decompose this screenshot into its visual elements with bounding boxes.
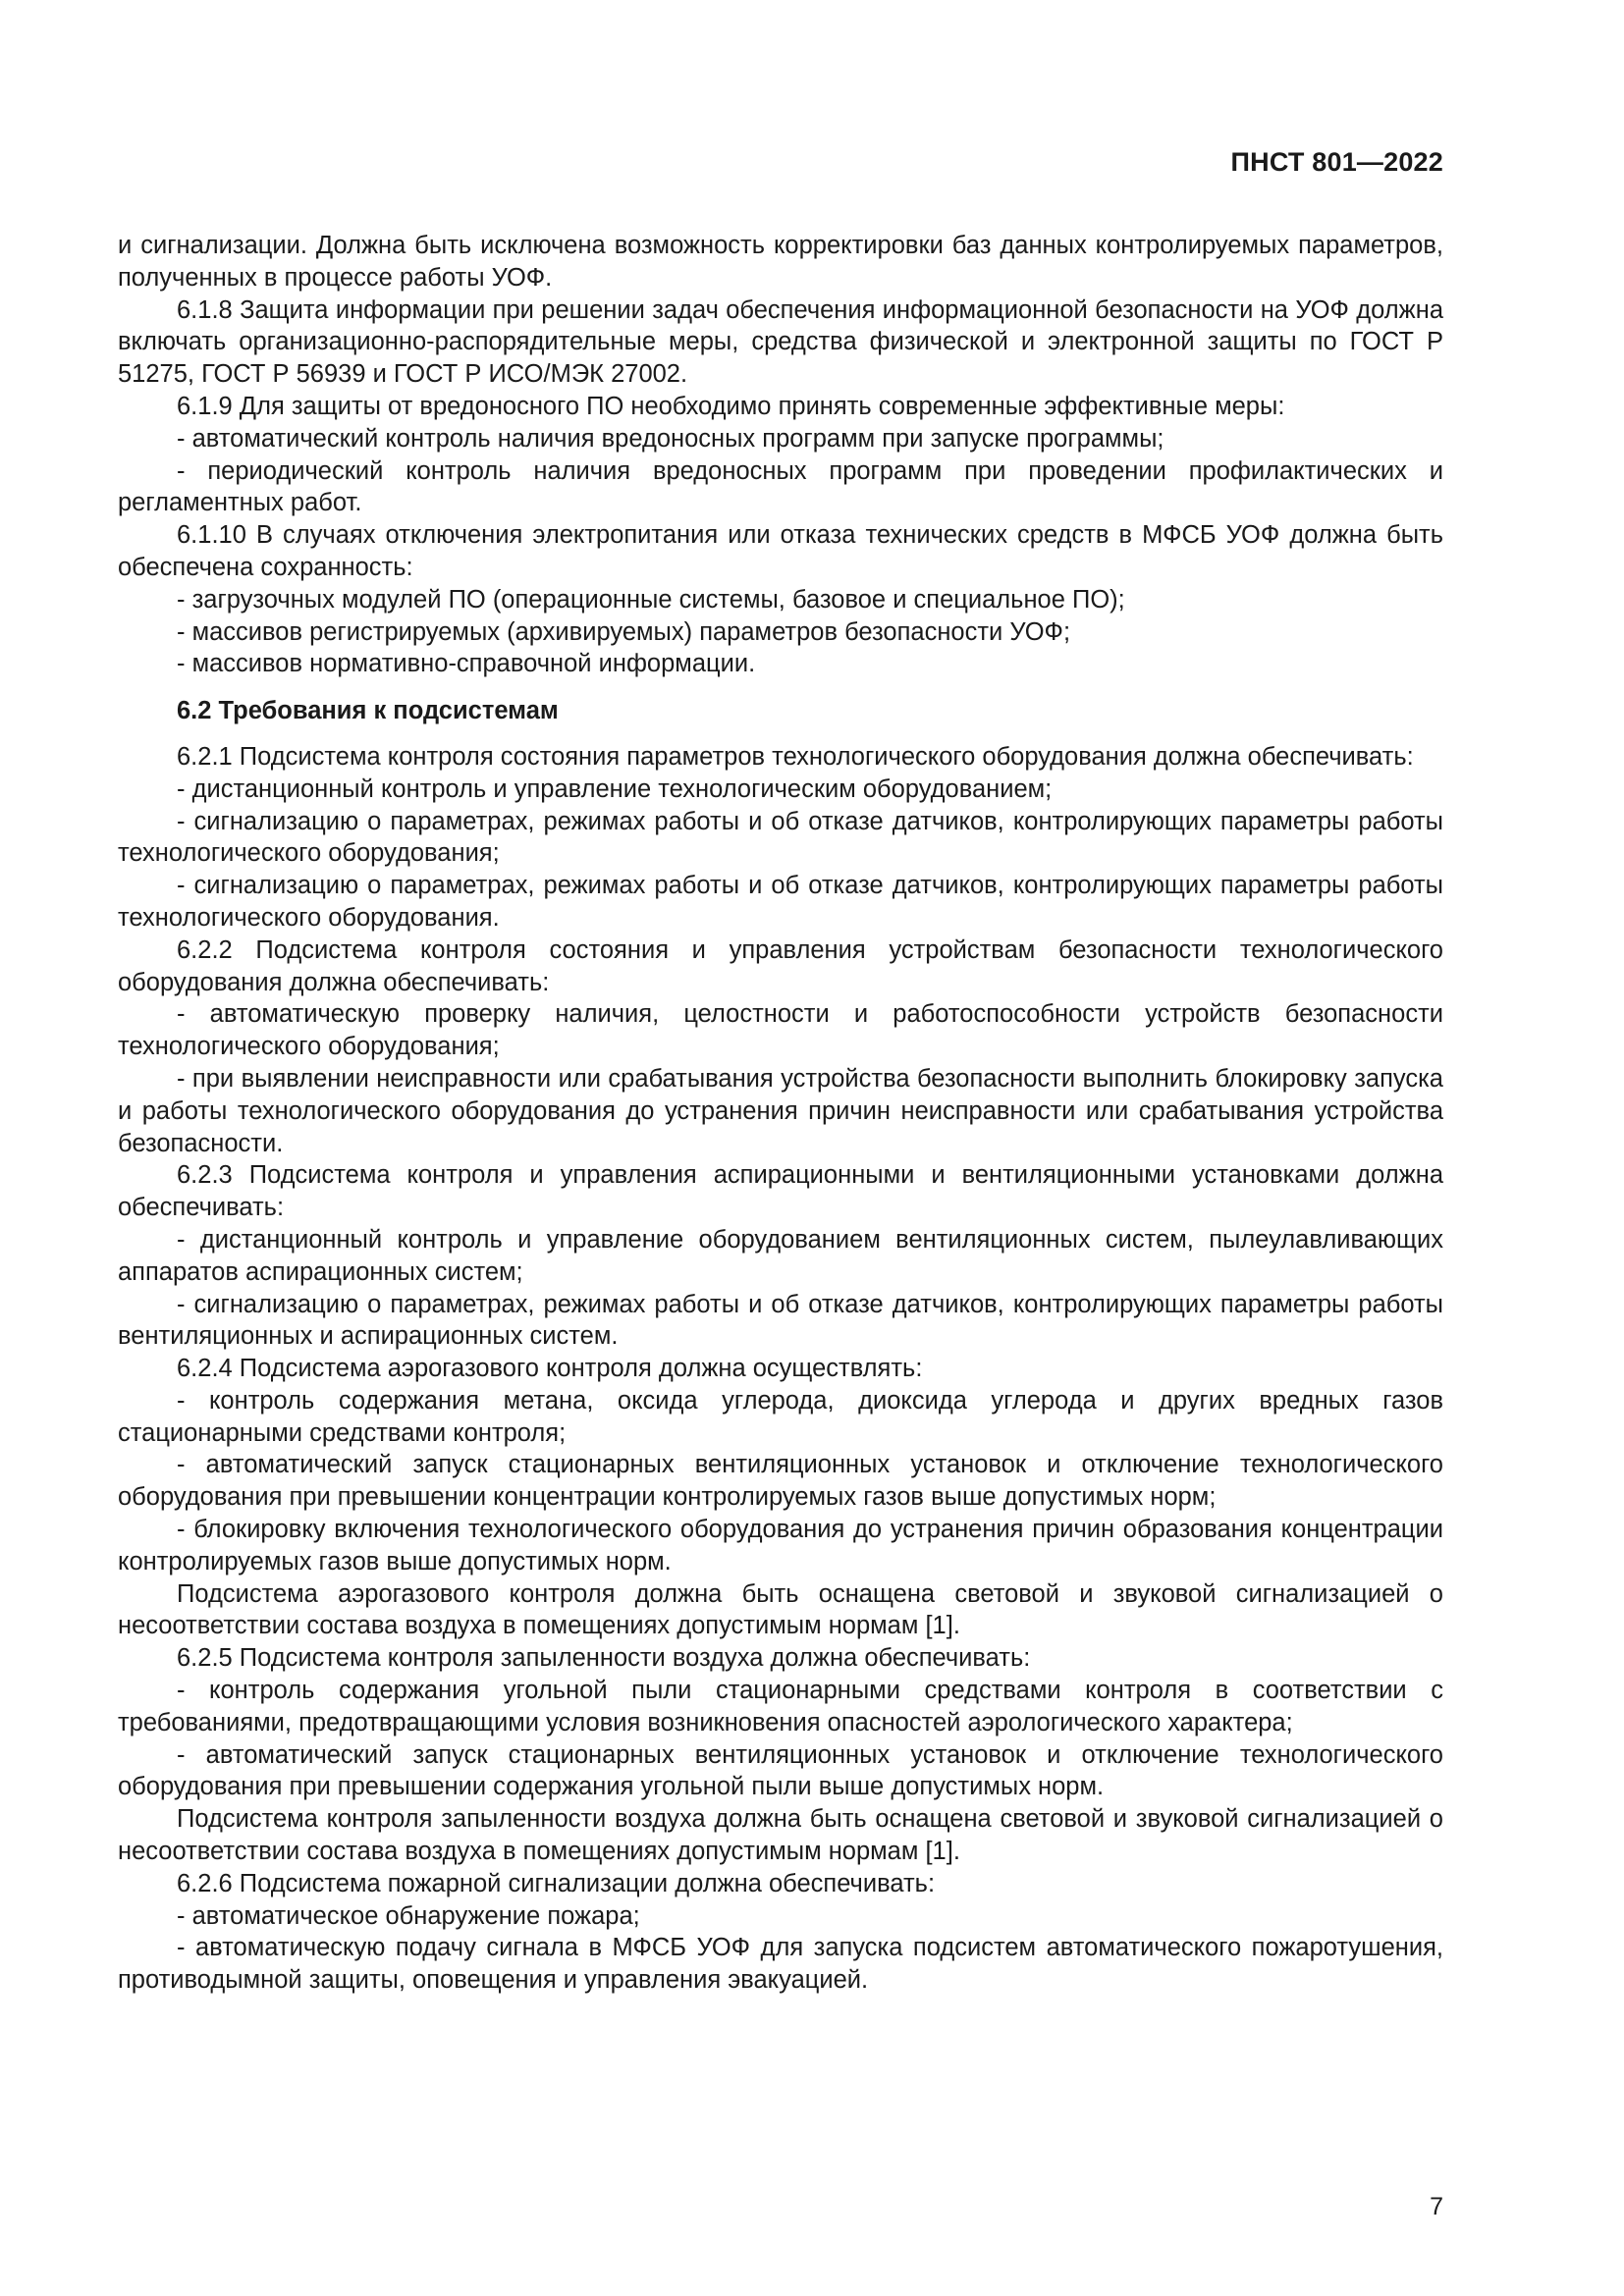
clause-6-2-1: 6.2.1 Подсистема контроля состояния параметров технологического оборудования должна обеспечивать: [177,742,1414,771]
paragraph: Подсистема контроля запыленности воздуха должна быть оснащена световой и звуковой сигнализацией о несоответствии состава воздуха в помещениях допустимым нормам [1]. [118,1805,1443,1866]
list-item: - массивов регистрируемых (архивируемых) параметров безопасности УОФ; [177,617,1071,646]
list-item: - сигнализацию о параметрах, режимах работы и об отказе датчиков, контролирующих параметры работы вентиляционных и аспирационных систем. [118,1290,1443,1351]
list-item: - дистанционный контроль и управление оборудованием вентиляционных систем, пылеулавливающих аппаратов аспирационных систем; [118,1225,1443,1286]
clause-6-1-9: 6.1.9 Для защиты от вредоносного ПО необходимо принять современные эффективные меры: [177,392,1285,420]
list-item: - блокировку включения технологического оборудования до устранения причин образования концентрации контролируемых газов выше допустимых норм. [118,1516,1443,1575]
paragraph: Подсистема аэрогазового контроля должна быть оснащена световой и звуковой сигнализацией о несоответствии состава воздуха в помещениях допустимым нормам [1]. [118,1579,1443,1640]
list-item: - сигнализацию о параметрах, режимах работы и об отказе датчиков, контролирующих параметры работы технологического оборудования. [118,872,1443,932]
section-heading-6-2: 6.2 Требования к подсистемам [177,697,559,725]
list-item: - периодический контроль наличия вредоносных программ при проведении профилактических и регламентных работ. [118,456,1443,517]
list-item: - дистанционный контроль и управление технологическим оборудованием; [177,774,1053,803]
list-item: - автоматическую подачу сигнала в МФСБ УОФ для запуска подсистем автоматического пожаротушения, противодымной защиты, оповещения и управления эвакуацией. [118,1934,1443,1995]
clause-6-2-6: 6.2.6 Подсистема пожарной сигнализации должна обеспечивать: [177,1869,936,1897]
list-item: - при выявлении неисправности или срабатывания устройства безопасности выполнить блокировку запуска и работы технологического оборудования до устранения причин неисправности или срабатывания устройства безопасности. [118,1064,1443,1157]
list-item: - массивов нормативно-справочной информации. [177,650,756,678]
clause-6-2-5: 6.2.5 Подсистема контроля запыленности воздуха должна обеспечивать: [177,1644,1031,1673]
list-item: - контроль содержания метана, оксида углерода, диоксида углерода и других вредных газов стационарными средствами контроля; [118,1386,1443,1447]
clause-6-1-8: 6.1.8 Защита информации при решении задач обеспечения информационной безопасности на УОФ должна включать организационно-распорядительные меры, средства физической и электронной защиты по ГОСТ Р 51275, ГОСТ Р 56939 и ГОСТ Р ИСО/МЭК 27002. [118,295,1443,389]
list-item: - контроль содержания угольной пыли стационарными средствами контроля в соответствии с требованиями, предотвращающими условия возникновения опасностей аэрологического характера; [118,1677,1443,1736]
list-item: - автоматическую проверку наличия, целостности и работоспособности устройств безопасности технологического оборудования; [118,1000,1443,1061]
list-item: - сигнализацию о параметрах, режимах работы и об отказе датчиков, контролирующих параметры работы технологического оборудования; [118,807,1443,868]
list-item: - загрузочных модулей ПО (операционные системы, базовое и специальное ПО); [177,585,1125,614]
page-number: 7 [1430,2193,1443,2220]
document-body [118,230,1443,1997]
list-item: - автоматический контроль наличия вредоносных программ при запуске программы; [177,424,1164,453]
list-item: - автоматический запуск стационарных вентиляционных установок и отключение технологического оборудования при превышении содержания угольной пыли выше допустимых норм. [118,1740,1443,1801]
clause-6-2-3: 6.2.3 Подсистема контроля и управления аспирационными и вентиляционными установками должна обеспечивать: [118,1161,1443,1222]
paragraph: и сигнализации. Должна быть исключена возможность корректировки баз данных контролируемых параметров, полученных в процессе работы УОФ. [118,232,1443,292]
document-code-header: ПНСТ 801—2022 [1230,147,1443,177]
clause-6-2-2: 6.2.2 Подсистема контроля состояния и управления устройствам безопасности технологического оборудования должна обеспечивать: [118,935,1443,996]
clause-6-2-4: 6.2.4 Подсистема аэрогазового контроля должна осуществлять: [177,1355,923,1383]
list-item: - автоматическое обнаружение пожара; [177,1901,640,1930]
clause-6-1-10: 6.1.10 В случаях отключения электропитания или отказа технических средств в МФСБ УОФ должна быть обеспечена сохранность: [118,521,1443,581]
list-item: - автоматический запуск стационарных вентиляционных установок и отключение технологического оборудования при превышении концентрации контролируемых газов выше допустимых норм; [118,1451,1443,1512]
